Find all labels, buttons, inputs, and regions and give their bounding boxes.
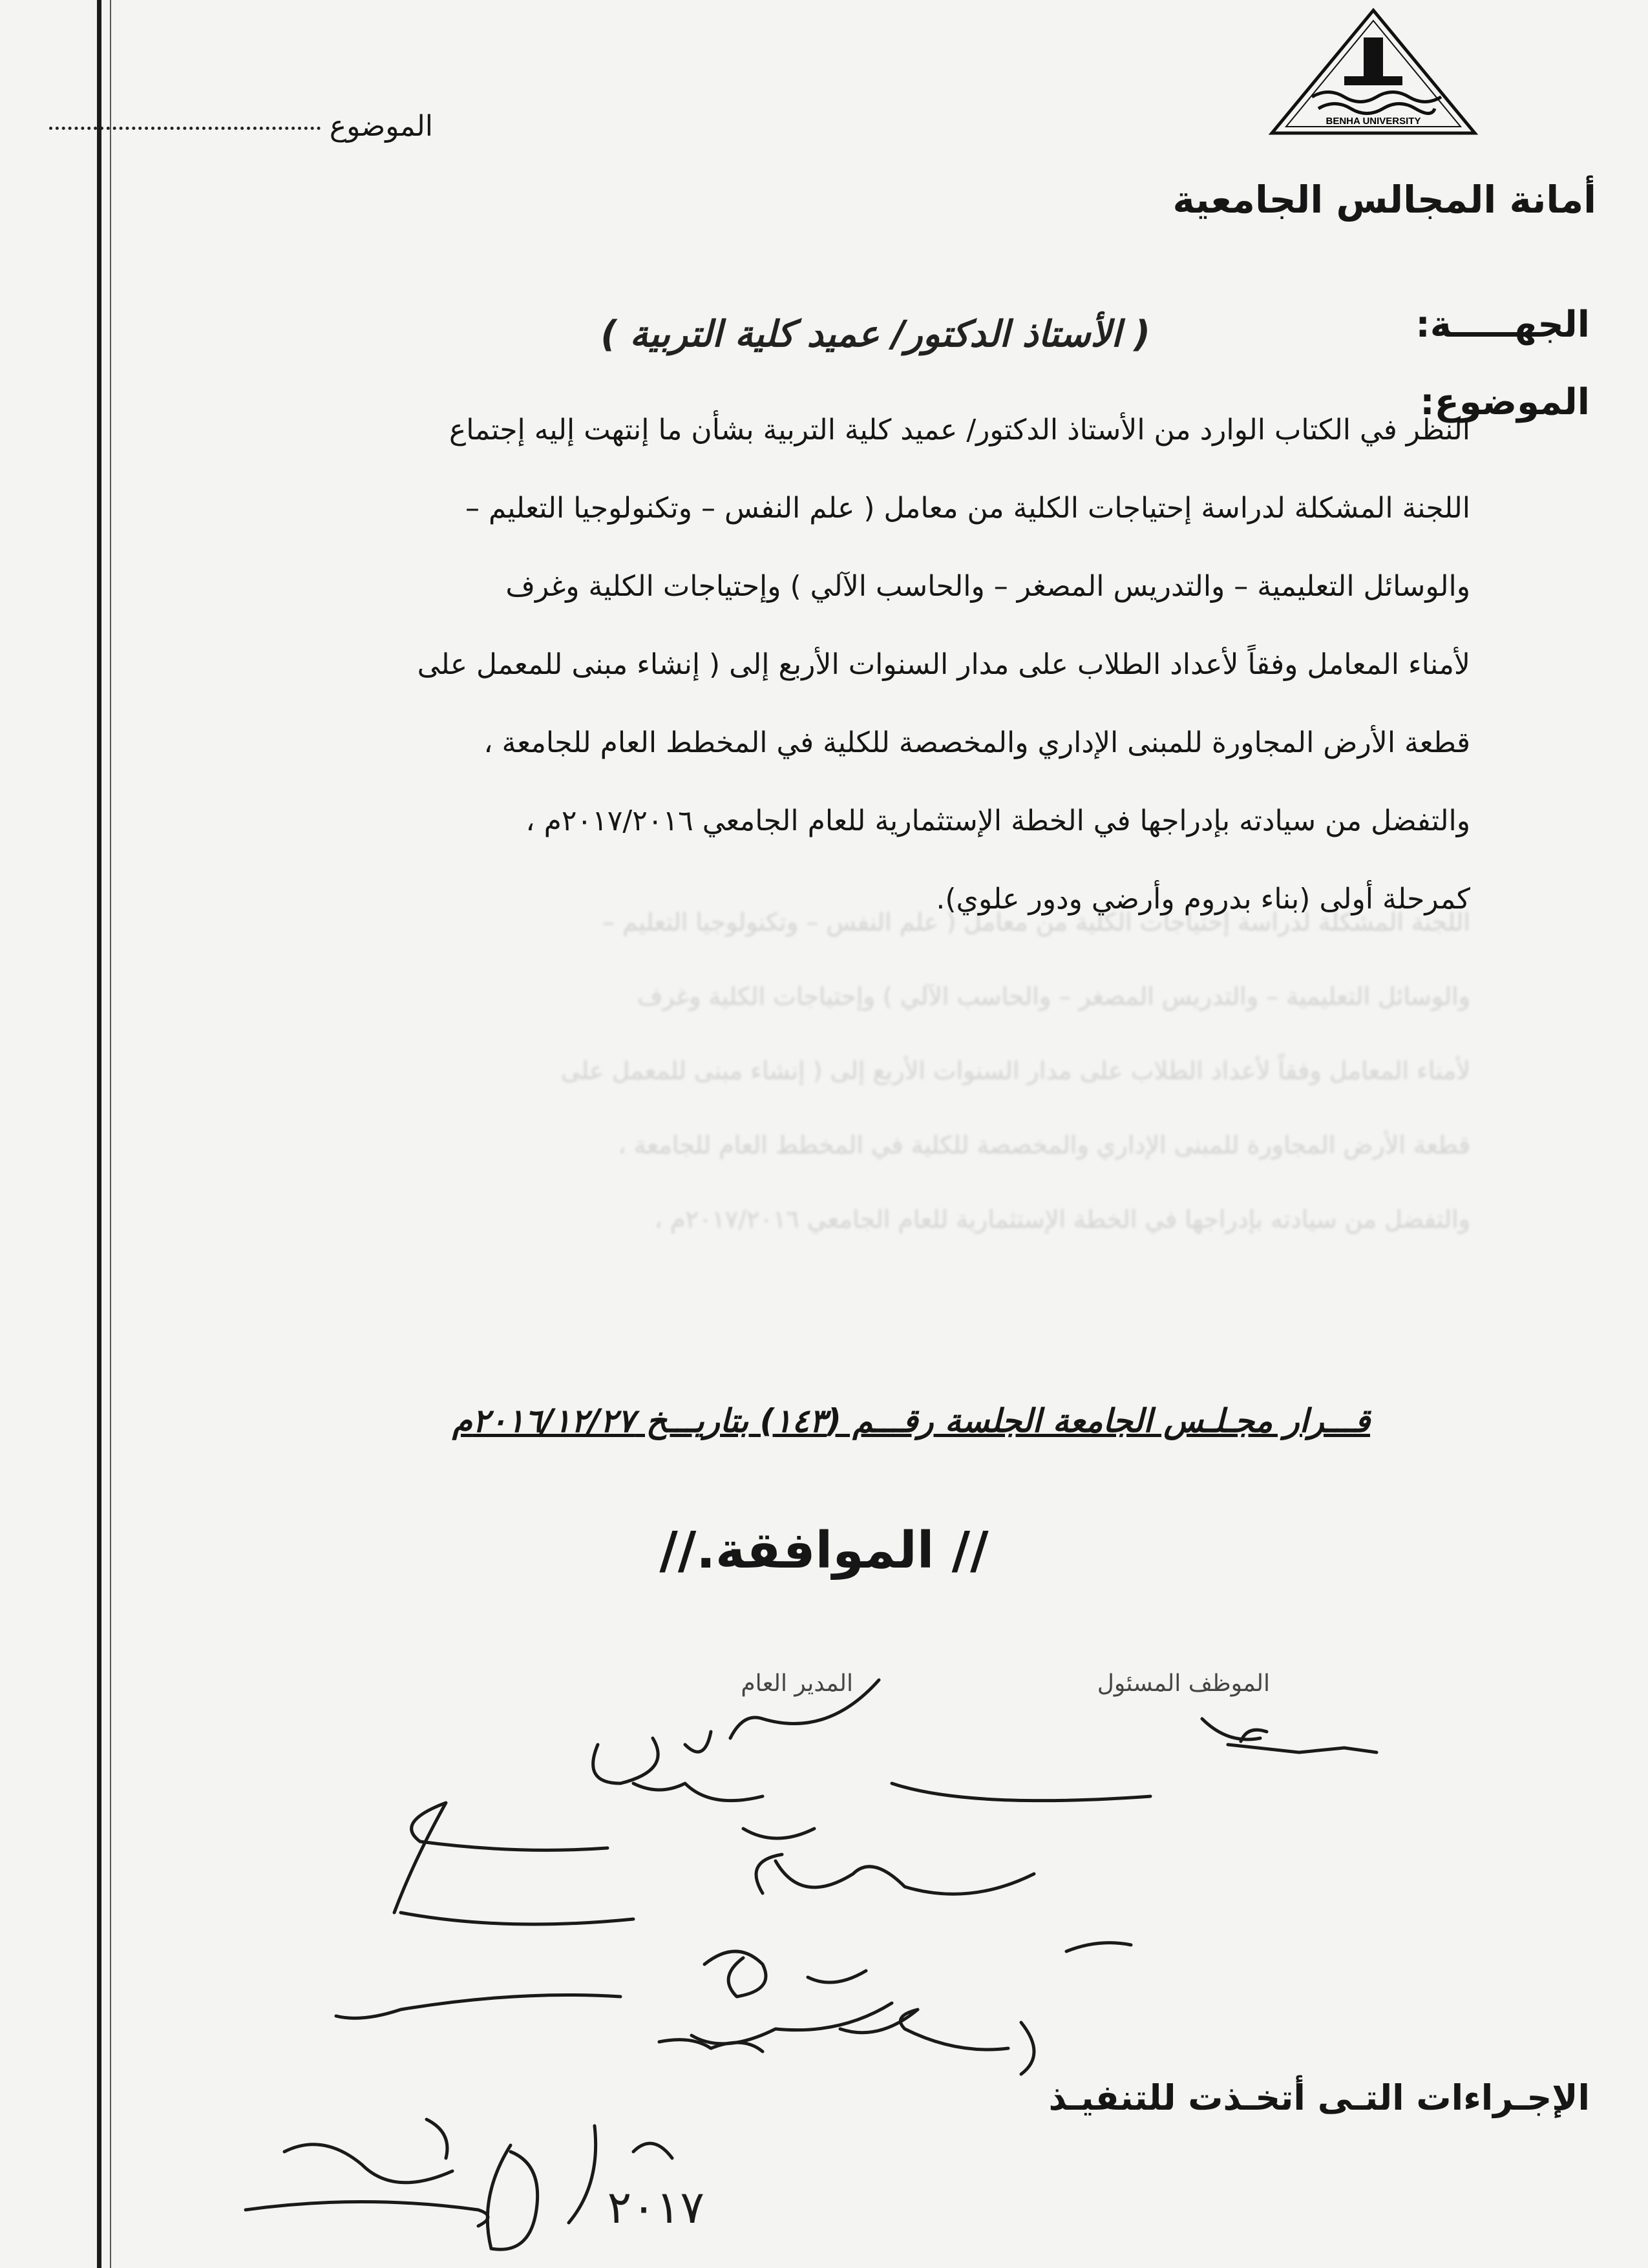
bleed-through-line: لأمناء المعامل وفقاً لأعداد الطلاب على مدار السنوات الأربع إلى ( إنشاء مبنى للمعمل على — [560, 1056, 1470, 1085]
director-signature-label: المدير العام — [741, 1670, 853, 1697]
memo-body — [171, 391, 1470, 938]
bleed-through-line: والتفضل من سيادته بإدراجها في الخطة الإستثمارية للعام الجامعي ٢٠١٧/٢٠١٦م ، — [654, 1205, 1470, 1234]
memo-body-line: كمرحلة أولى (بناء بدروم وأرضي ودور علوي). — [936, 883, 1470, 916]
svg-text:BENHA UNIVERSITY: BENHA UNIVERSITY — [1326, 116, 1421, 127]
actions-taken-label: الإجـراءات التـى أتخـذت للتنفيـذ — [1048, 2077, 1590, 2118]
header-subject-label: الموضوع — [329, 110, 433, 143]
subject-label: الموضوع: — [1420, 381, 1590, 423]
memo-body-line: والتفضل من سيادته بإدراجها في الخطة الإستثمارية للعام الجامعي ٢٠١٧/٢٠١٦م ، — [525, 804, 1470, 837]
approval-result: // الموافقة.// — [659, 1522, 989, 1580]
destination-value: ( الأستاذ الدكتور/ عميد كلية التربية ) — [600, 313, 1150, 355]
benha-university-logo-icon — [1267, 6, 1480, 145]
bleed-through-line: والوسائل التعليمية – والتدريس المصغر – والحاسب الآلي ) وإحتياجات الكلية وغرف — [637, 982, 1470, 1011]
left-margin-rule — [97, 0, 101, 2268]
left-margin-rule-thin — [110, 0, 111, 2268]
council-secretariat-title: أمانة المجالس الجامعية — [1172, 178, 1596, 222]
destination-label: الجهـــــة: — [1415, 304, 1590, 346]
employee-signature-label: الموظف المسئول — [1097, 1670, 1270, 1697]
council-decision-title: قـــرار مجـلـس الجامعة الجلسة رقـــم (١٤٣) بتاريـــخ ٢٠١٦/١٢/٢٧م — [452, 1402, 1370, 1440]
memo-body-line: والوسائل التعليمية – والتدريس المصغر – والحاسب الآلي ) وإحتياجات الكلية وغرف — [505, 570, 1470, 603]
memo-body-line: النظر في الكتاب الوارد من الأستاذ الدكتور/ عميد كلية التربية بشأن ما إنتهت إليه إجتماع — [449, 414, 1470, 446]
header-subject-dotted-line — [49, 127, 321, 130]
bleed-through-text — [171, 885, 1470, 1257]
header-subject-field — [36, 110, 433, 143]
handwritten-year: ٢٠١٧ — [607, 2181, 704, 2234]
memo-body-line: لأمناء المعامل وفقاً لأعداد الطلاب على مدار السنوات الأربع إلى ( إنشاء مبنى للمعمل على — [417, 648, 1470, 681]
bleed-through-line: قطعة الأرض المجاورة للمبنى الإداري والمخصصة للكلية في المخطط العام للجامعة ، — [618, 1131, 1470, 1159]
bleed-through-line: اللجنة المشكلة لدراسة إحتياجات الكلية من معامل ( علم النفس – وتكنولوجيا التعليم – — [602, 908, 1470, 936]
memo-body-line: اللجنة المشكلة لدراسة إحتياجات الكلية من معامل ( علم النفس – وتكنولوجيا التعليم – — [465, 492, 1470, 525]
memo-body-line: قطعة الأرض المجاورة للمبنى الإداري والمخصصة للكلية في المخطط العام للجامعة ، — [483, 726, 1470, 759]
